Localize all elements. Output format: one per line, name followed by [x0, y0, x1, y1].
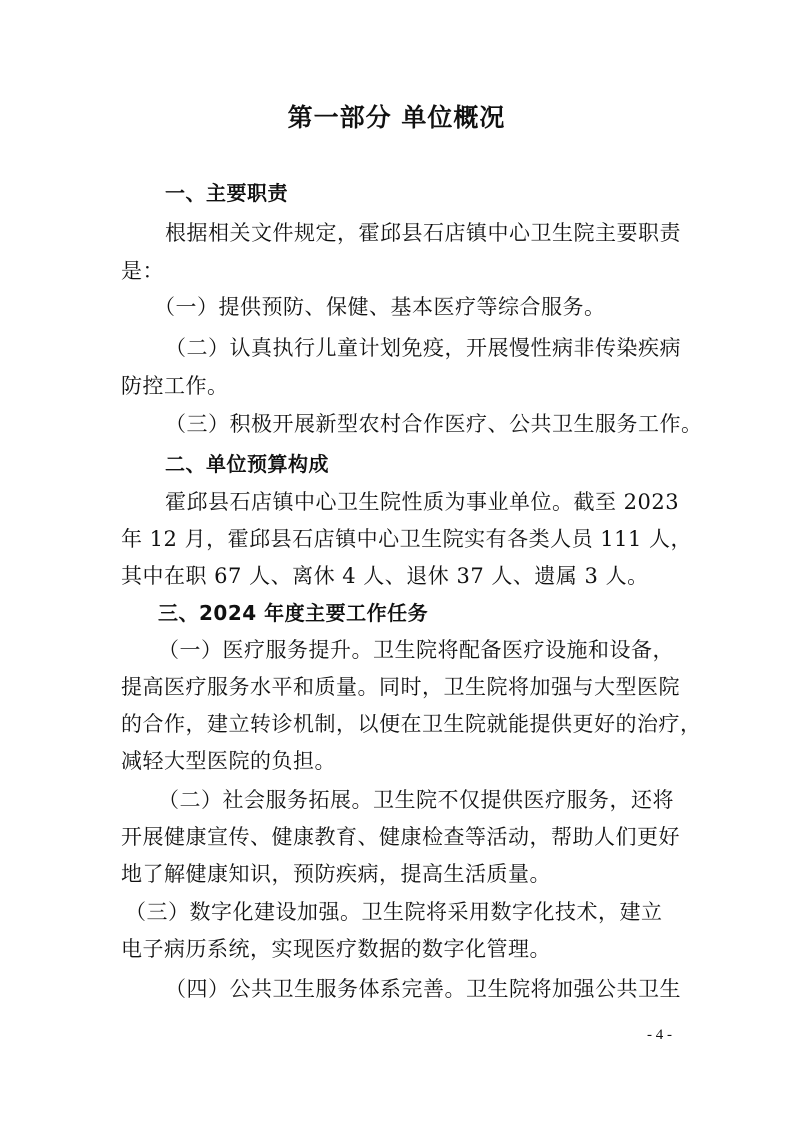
paragraph-line: （三）积极开展新型农村合作医疗、公共卫生服务工作。	[165, 412, 703, 436]
paragraph-line: （二）社会服务拓展。卫生院不仅提供医疗服务，还将	[158, 788, 674, 812]
paragraph-line: （一）提供预防、保健、基本医疗等综合服务。	[154, 295, 606, 319]
section-heading-duties: 一、主要职责	[165, 181, 288, 205]
paragraph-line: 其中在职 67 人、离休 4 人、退休 37 人、遗属 3 人。	[121, 564, 649, 588]
section-heading-budget: 二、单位预算构成	[165, 452, 329, 476]
page-title: 第一部分 单位概况	[287, 103, 506, 132]
paragraph-line: （四）公共卫生服务体系完善。卫生院将加强公共卫生	[165, 977, 681, 1001]
paragraph-line: （三）数字化建设加强。卫生院将采用数字化技术，建立	[125, 900, 663, 924]
paragraph-line: 开展健康宣传、健康教育、健康检查等活动，帮助人们更好	[121, 825, 680, 849]
paragraph-line: （二）认真执行儿童计划免疫，开展慢性病非传染疾病	[165, 336, 681, 360]
paragraph-line: （一）医疗服务提升。卫生院将配备医疗设施和设备，	[158, 638, 674, 662]
section-heading-tasks: 三、2024 年度主要工作任务	[158, 601, 429, 625]
page-number: - 4 -	[647, 1027, 672, 1043]
paragraph-line: 减轻大型医院的负担。	[121, 749, 336, 773]
paragraph-line: 提高医疗服务水平和质量。同时，卫生院将加强与大型医院	[121, 675, 680, 699]
paragraph-line: 根据相关文件规定，霍邱县石店镇中心卫生院主要职责	[165, 221, 681, 245]
paragraph-line: 地了解健康知识，预防疾病，提高生活质量。	[121, 862, 551, 886]
paragraph-line: 霍邱县石店镇中心卫生院性质为事业单位。截至 2023	[165, 490, 680, 514]
paragraph-line: 电子病历系统，实现医疗数据的数字化管理。	[121, 937, 551, 961]
paragraph-line: 年 12 月，霍邱县石店镇中心卫生院实有各类人员 111 人，	[121, 527, 693, 551]
paragraph-line: 是：	[121, 259, 164, 283]
paragraph-line: 防控工作。	[121, 374, 229, 398]
paragraph-line: 的合作，建立转诊机制，以便在卫生院就能提供更好的治疗，	[121, 712, 702, 736]
